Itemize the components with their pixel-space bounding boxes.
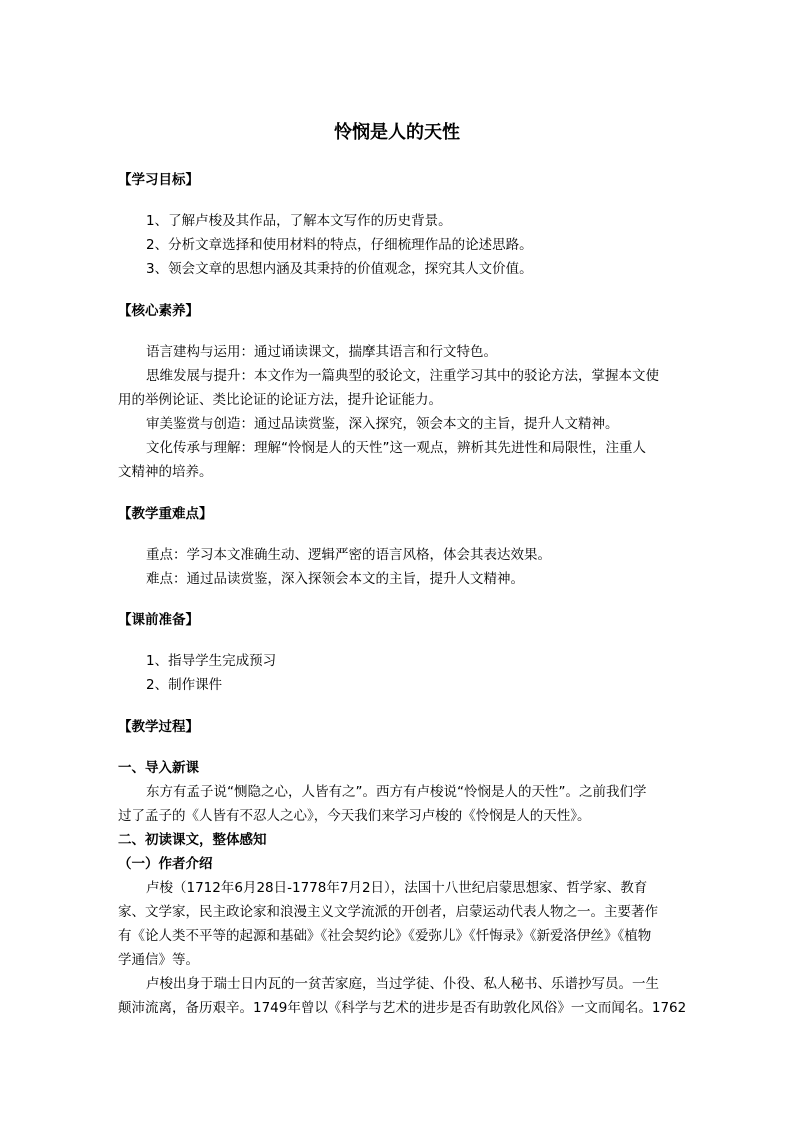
prep-item: 2、制作课件 bbox=[146, 677, 223, 693]
author-paragraph-line: 卢梭出身于瑞士日内瓦的一贫苦家庭，当过学徒、仆役、私人秘书、乐谱抄写员。一生 bbox=[146, 976, 659, 992]
process-paragraph-line: 东方有孟子说“恻隐之心，人皆有之”。西方有卢梭说“怜悯是人的天性”。之前我们学 bbox=[146, 784, 647, 800]
prep-item: 1、指导学生完成预习 bbox=[146, 653, 277, 669]
author-paragraph-line: 颠沛流离，备历艰辛。1749年曾以《科学与艺术的进步是否有助敦化风俗》一文而闻名。1762 bbox=[118, 1000, 687, 1016]
core-paragraph-line: 用的举例论证、类比论证的论证方法，提升论证能力。 bbox=[118, 392, 442, 408]
section-heading-core: 【核心素养】 bbox=[118, 303, 199, 319]
author-paragraph-line: 家、文学家，民主政论家和浪漫主义文学流派的开创者，启蒙运动代表人物之一。主要著作 bbox=[118, 904, 658, 920]
goal-item: 3、领会文章的思想内涵及其秉持的价值观念，探究其人文价值。 bbox=[146, 261, 533, 277]
process-part-heading: 一、导入新课 bbox=[118, 760, 199, 776]
section-heading-key: 【教学重难点】 bbox=[118, 506, 213, 522]
process-part-heading: 二、初读课文，整体感知 bbox=[118, 832, 267, 848]
core-paragraph-line: 文化传承与理解：理解“怜悯是人的天性”这一观点，辨析其先进性和局限性，注重人 bbox=[146, 440, 646, 456]
core-paragraph-line: 审美鉴赏与创造：通过品读赏鉴，深入探究，领会本文的主旨，提升人文精神。 bbox=[146, 416, 619, 432]
key-point-line: 重点：学习本文准确生动、逻辑严密的语言风格，体会其表达效果。 bbox=[146, 547, 551, 563]
section-heading-prep: 【课前准备】 bbox=[118, 612, 199, 628]
key-point-line: 难点：通过品读赏鉴，深入探领会本文的主旨，提升人文精神。 bbox=[146, 571, 524, 587]
author-paragraph-line: 卢梭（1712年6月28日-1778年7月2日），法国十八世纪启蒙思想家、哲学家、教育 bbox=[146, 880, 648, 896]
process-paragraph-line: 过了孟子的《人皆有不忍人之心》，今天我们来学习卢梭的《怜悯是人的天性》。 bbox=[118, 808, 591, 824]
process-sub-heading: （一）作者介绍 bbox=[118, 856, 213, 872]
author-paragraph-line: 学通信》等。 bbox=[118, 952, 199, 968]
page-title: 怜悯是人的天性 bbox=[334, 122, 460, 143]
core-paragraph-line: 思维发展与提升：本文作为一篇典型的驳论文，注重学习其中的驳论方法，掌握本文使 bbox=[146, 368, 659, 384]
core-paragraph-line: 语言建构与运用：通过诵读课文，揣摩其语言和行文特色。 bbox=[146, 344, 497, 360]
section-heading-process: 【教学过程】 bbox=[118, 719, 199, 735]
author-paragraph-line: 有《论人类不平等的起源和基础》《社会契约论》《爱弥儿》《忏悔录》《新爱洛伊丝》《植物 bbox=[118, 928, 652, 944]
goal-item: 1、了解卢梭及其作品，了解本文写作的历史背景。 bbox=[146, 213, 452, 229]
section-heading-goals: 【学习目标】 bbox=[118, 172, 199, 188]
core-paragraph-line: 文精神的培养。 bbox=[118, 464, 213, 480]
goal-item: 2、分析文章选择和使用材料的特点，仔细梳理作品的论述思路。 bbox=[146, 237, 533, 253]
